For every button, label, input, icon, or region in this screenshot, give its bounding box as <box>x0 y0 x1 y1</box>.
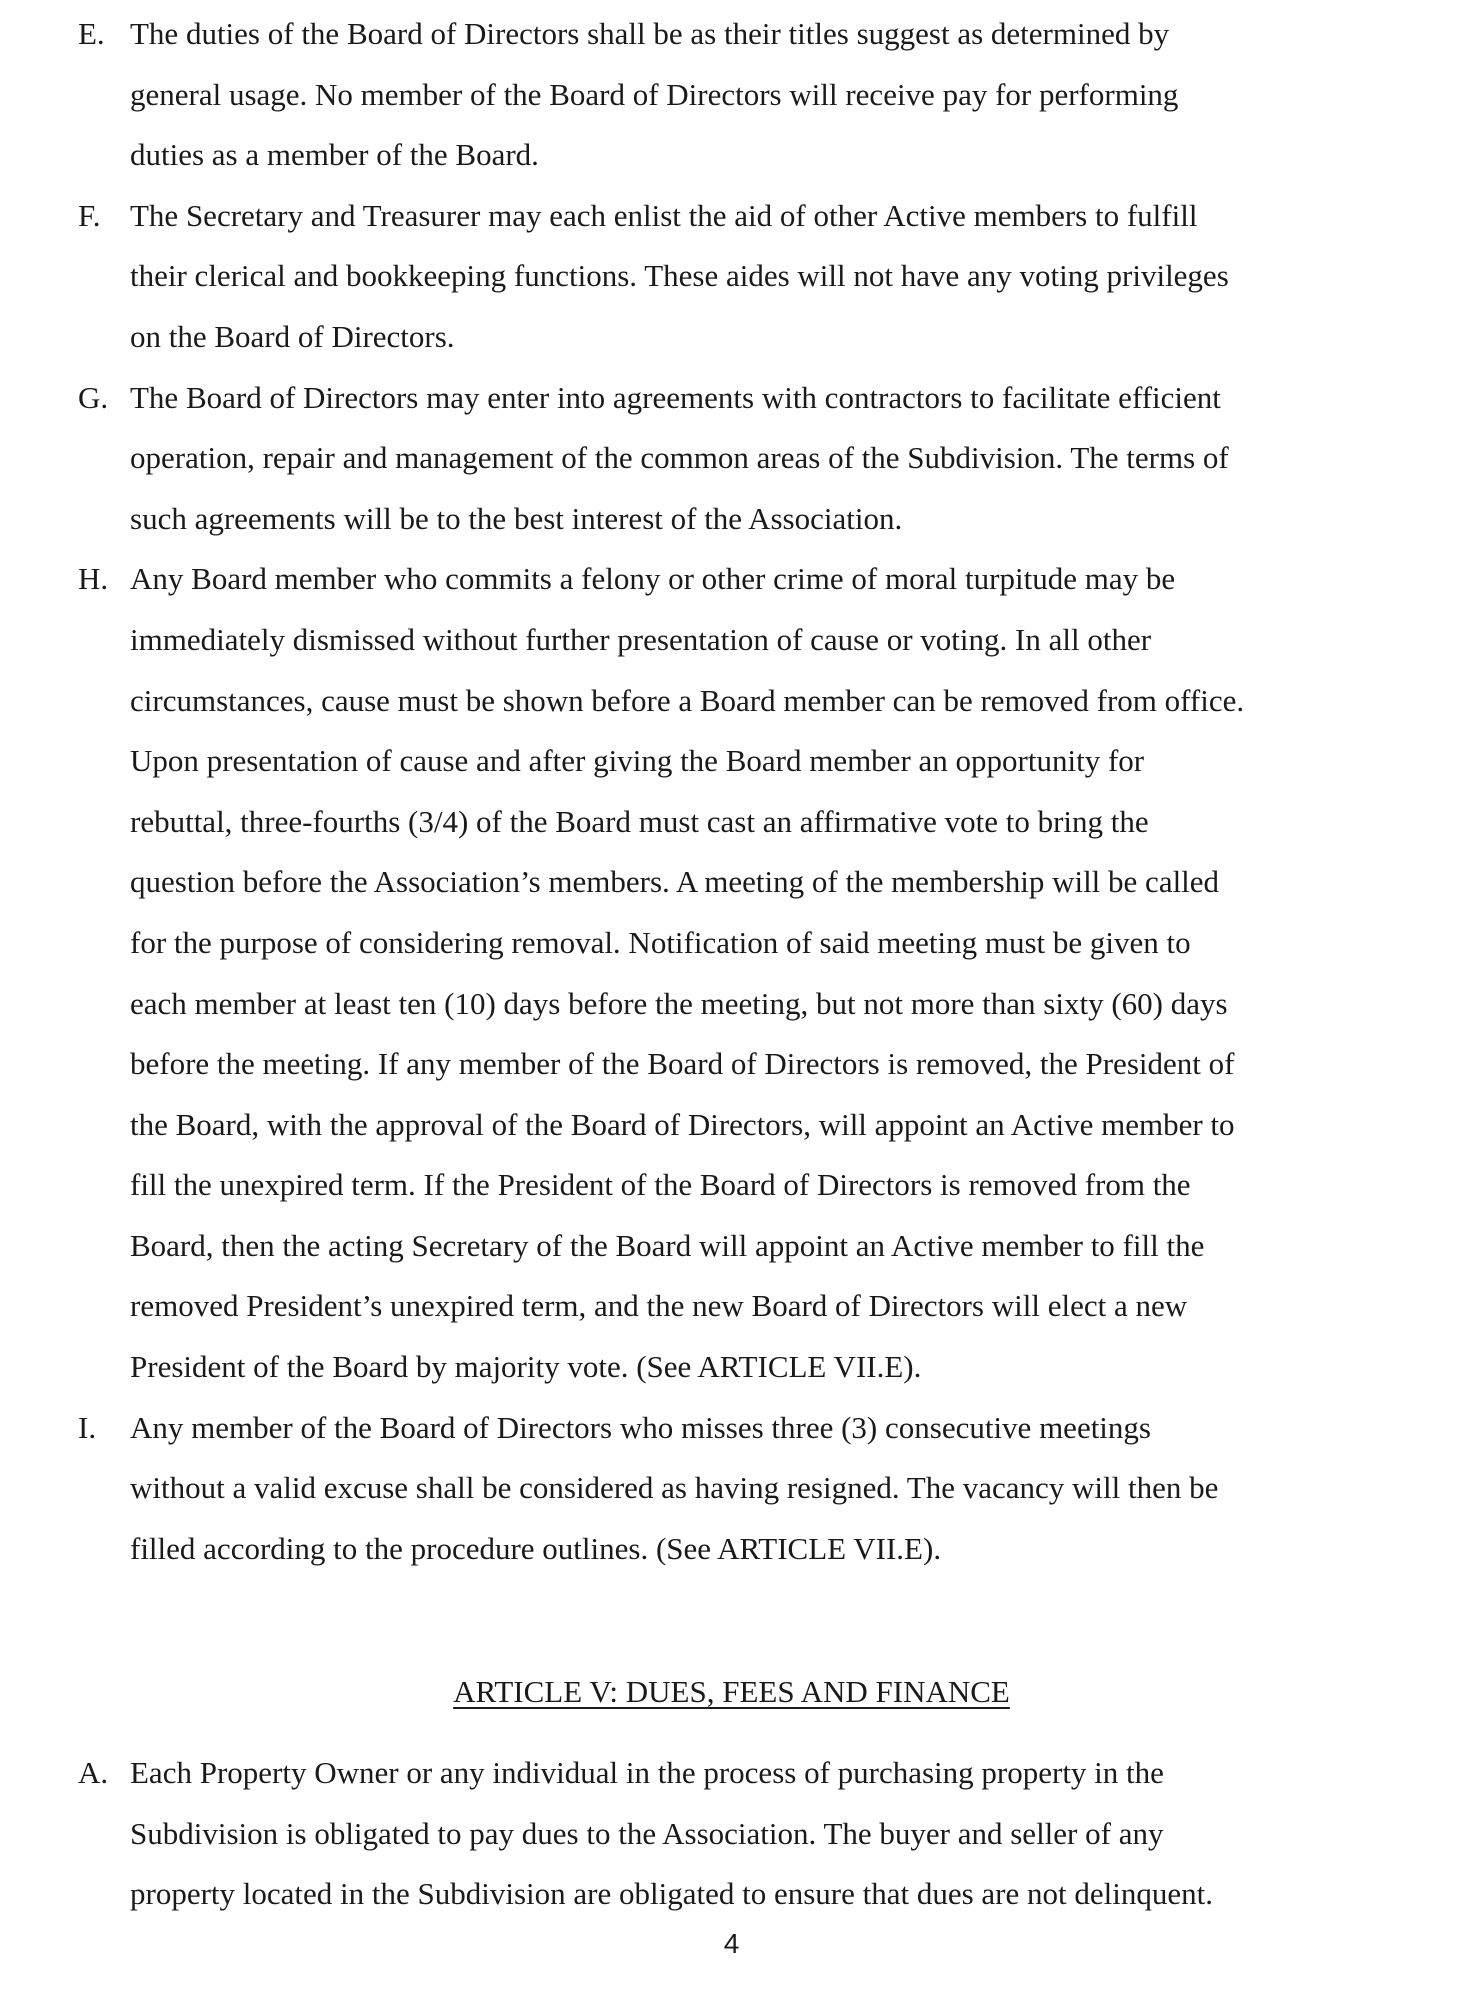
list-item <box>0 368 1463 550</box>
item-text: Any member of the Board of Directors who misses three (3) consecutive meetings without a valid excuse shall be considered as having resigned. The vacancy will then be filled according to the procedure outlines. (See ARTICLE VII.E). <box>130 1409 1219 1566</box>
item-text: The duties of the Board of Directors shall be as their titles suggest as determined by general usage. No member of the Board of Directors will receive pay for performing duties as a member of the Board. <box>130 16 1179 173</box>
article-heading <box>0 1668 1463 1716</box>
item-text: Each Property Owner or any individual in the process of purchasing property in the Subdivision is obligated to pay dues to the Association. The buyer and seller of any property located in the Subdivision are obligated to ensure that dues are not delinquent. <box>130 1755 1213 1912</box>
item-letter: F. <box>78 197 101 233</box>
item-letter: G. <box>78 379 109 415</box>
item-text: The Secretary and Treasurer may each enlist the aid of other Active members to fulfill their clerical and bookkeeping functions. These aides will not have any voting privileges on the Board of Directors. <box>130 197 1229 354</box>
item-letter: E. <box>78 16 105 51</box>
item-letter: I. <box>78 1409 97 1445</box>
list-item <box>0 1743 1463 1925</box>
item-text: Any Board member who commits a felony or other crime of moral turpitude may be immediately dismissed without further presentation of cause or voting. In all other circumstances, cause must be shown before a Board member can be removed from office. Upon presentation of cause and after giving the Board member an opportunity for rebuttal, three-fourths (3/4) of the Board must cast an affirmative vote to bring the question before the Association’s members. A meeting of the membership will be called for the purpose of considering removal. Notification of said meeting must be given to each member at least ten (10) days before the meeting, but not more than sixty (60) days before the meeting. If any member of the Board of Directors is removed, the President of the Board, with the approval of the Board of Directors, will appoint an Active member to fill the unexpired term. If the President of the Board of Directors is removed from the Board, then the acting Secretary of the Board will appoint an Active member to fill the removed President’s unexpired term, and the new Board of Directors will elect a new President of the Board by majority vote. (See ARTICLE VII.E). <box>130 561 1245 1385</box>
item-letter: A. <box>78 1755 109 1790</box>
finance-list <box>0 1743 1463 1925</box>
list-item <box>0 1398 1463 1580</box>
article-heading-text: ARTICLE V: DUES, FEES AND FINANCE <box>453 1674 1010 1709</box>
list-item <box>0 4 1463 186</box>
page-number: 4 <box>723 1928 740 1959</box>
item-text: The Board of Directors may enter into agreements with contractors to facilitate efficient operation, repair and management of the common areas of the Subdivision. The terms of such agreements will be to the best interest of the Association. <box>130 379 1229 536</box>
board-duties-list <box>0 4 1463 1579</box>
list-item <box>0 549 1463 1397</box>
item-letter: H. <box>78 561 109 597</box>
list-item <box>0 186 1463 368</box>
